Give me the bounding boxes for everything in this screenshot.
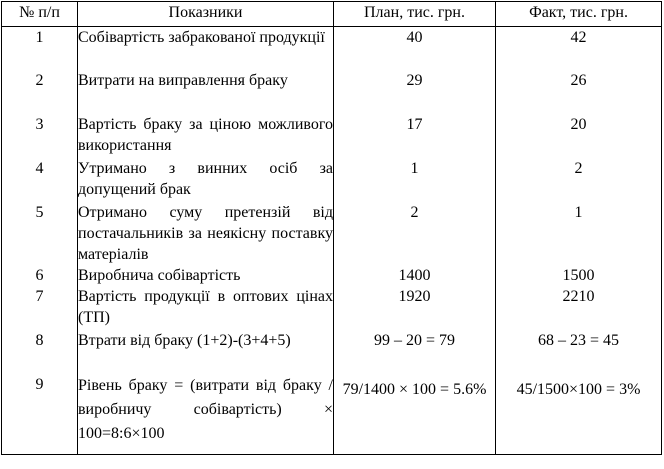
row-indicator: Отримано суму претензій від постачальників за неякісну поставку матеріалів <box>78 204 333 263</box>
row-indicator: Вартість продукції в оптових цінах (ТП) <box>78 286 334 330</box>
table-row <box>2 114 662 158</box>
row-number: 3 <box>2 114 78 158</box>
table-header <box>2 2 662 27</box>
row-fact-value: 20 <box>496 114 662 158</box>
row-fact-value: 45/1500×100 = 3% <box>496 374 662 455</box>
row-plan-value: 29 <box>334 70 496 114</box>
row-number: 1 <box>2 27 78 71</box>
row-plan-value: 1 <box>334 158 496 202</box>
row-plan-value: 79/1400 × 100 = 5.6% <box>334 374 496 455</box>
table-row <box>2 265 662 286</box>
header-number: № п/п <box>2 2 78 27</box>
row-plan-value: 1920 <box>334 286 496 330</box>
row-fact-value: 68 – 23 = 45 <box>496 330 662 374</box>
row-fact-value: 42 <box>496 27 662 71</box>
table-row <box>2 158 662 202</box>
row-fact-value: 1 <box>496 202 662 265</box>
row-indicator: Витрати на виправлення браку <box>78 70 334 114</box>
row-indicator: Собівартість забракованої продукції <box>78 27 334 71</box>
row-number: 9 <box>2 374 78 455</box>
header-plan: План, тис. грн. <box>334 2 496 27</box>
row-fact-value: 2210 <box>496 286 662 330</box>
row-number: 6 <box>2 265 78 286</box>
row-indicator: Утримано з винних осіб за допущений брак <box>78 158 334 202</box>
table-row <box>2 374 662 455</box>
header-row <box>2 2 662 27</box>
row-fact-value: 2 <box>496 158 662 202</box>
header-indicators: Показники <box>78 2 334 27</box>
table-body <box>2 27 662 455</box>
row-number: 4 <box>2 158 78 202</box>
defects-table <box>1 1 662 455</box>
table-row <box>2 330 662 374</box>
row-number: 8 <box>2 330 78 374</box>
row-indicator: Виробнича собівартість <box>78 265 334 286</box>
row-fact-value: 1500 <box>496 265 662 286</box>
table-row <box>2 202 662 265</box>
row-fact-value: 26 <box>496 70 662 114</box>
row-number: 5 <box>2 202 78 265</box>
row-number: 2 <box>2 70 78 114</box>
row-number: 7 <box>2 286 78 330</box>
row-indicator: Вартість браку за ціною можливого використання <box>78 114 334 158</box>
table-row <box>2 70 662 114</box>
row-plan-value: 40 <box>334 27 496 71</box>
table-row <box>2 27 662 71</box>
row-plan-value: 1400 <box>334 265 496 286</box>
row-indicator: Рівень браку = (витрати від браку / виробничу собівартість) × 100=8:6×100 <box>78 374 334 455</box>
row-indicator: Втрати від браку (1+2)-(3+4+5) <box>78 330 334 374</box>
row-plan-value: 17 <box>334 114 496 158</box>
row-plan-value: 99 – 20 = 79 <box>334 330 496 374</box>
row-plan-value: 2 <box>334 202 496 265</box>
table-row <box>2 286 662 330</box>
header-fact: Факт, тис. грн. <box>496 2 662 27</box>
